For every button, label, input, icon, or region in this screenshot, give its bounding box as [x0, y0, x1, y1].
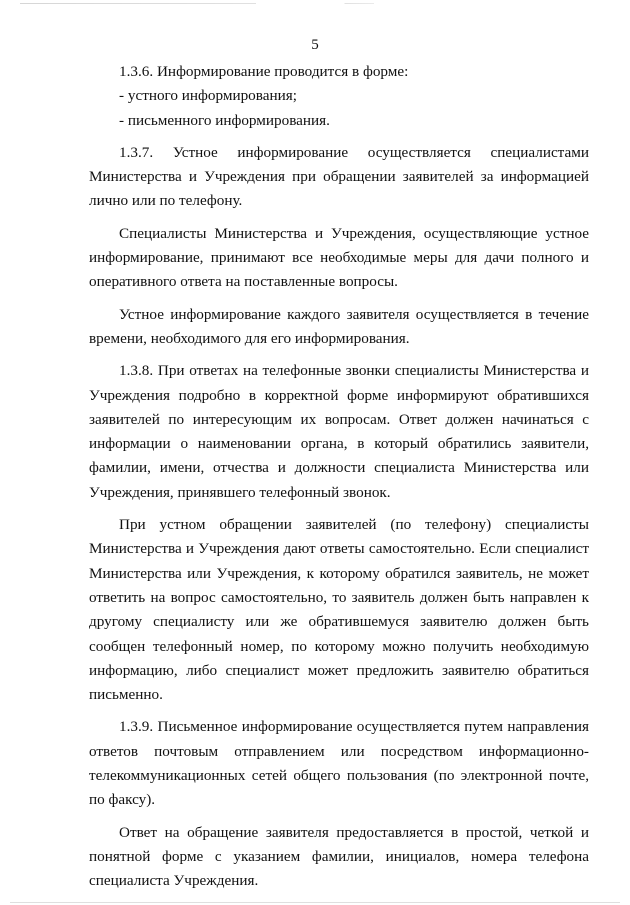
page-number: 5: [311, 37, 319, 53]
scan-edge-top: [20, 3, 610, 4]
list-item-written: - письменного информирования.: [119, 111, 330, 129]
document-body: [89, 60, 589, 894]
paragraph-specialists: Специалисты Министерства и Учреждения, осуществляющие устное информирование, принимают все необходимые меры для дачи полного и оперативного ответа на поставленные вопросы.: [89, 224, 589, 291]
paragraph-1-3-7: 1.3.7. Устное информирование осуществляется специалистами Министерства и Учреждения при обращении заявителей за информацией лично или по телефону.: [89, 143, 589, 210]
paragraph-1-3-9: 1.3.9. Письменное информирование осуществляется путем направления ответов почтовым отправлением или посредством информационно-телекоммуникационных сетей общего пользования (по электронной почте, по факсу).: [89, 718, 589, 809]
paragraph-1-3-8: 1.3.8. При ответах на телефонные звонки специалисты Министерства и Учреждения подробно в корректной форме информируют обратившихся заявителей по интересующим их вопросам. Ответ должен начинаться с информации о наименовании органа, в который обратились заявители, фамилии, имени, отчества и должности специалиста Министерства или Учреждения, принявшего телефонный звонок.: [89, 362, 589, 501]
scan-edge-bottom: [10, 902, 620, 903]
paragraph-oral-request: При устном обращении заявителей (по телефону) специалисты Министерства и Учреждения дают ответы самостоятельно. Если специалист Министерства или Учреждения, к которому обратился заявитель, не может ответить на вопрос самостоятельно, то заявитель должен быть направлен к другому специалисту или же обратившемуся заявителю должен быть сообщен телефонный номер, по которому можно получить необходимую информацию, либо специалист может предложить заявителю обратиться письменно.: [89, 516, 589, 704]
paragraph-1-3-6: 1.3.6. Информирование проводится в форме:: [119, 63, 409, 80]
paragraph-answer-form: Ответ на обращение заявителя предоставляется в простой, четкой и понятной форме с указанием фамилии, инициалов, номера телефона специалиста Учреждения.: [89, 823, 589, 890]
paragraph-oral-duration: Устное информирование каждого заявителя осуществляется в течение времени, необходимого для его информирования.: [89, 305, 589, 347]
list-item-oral: - устного информирования;: [119, 87, 297, 105]
